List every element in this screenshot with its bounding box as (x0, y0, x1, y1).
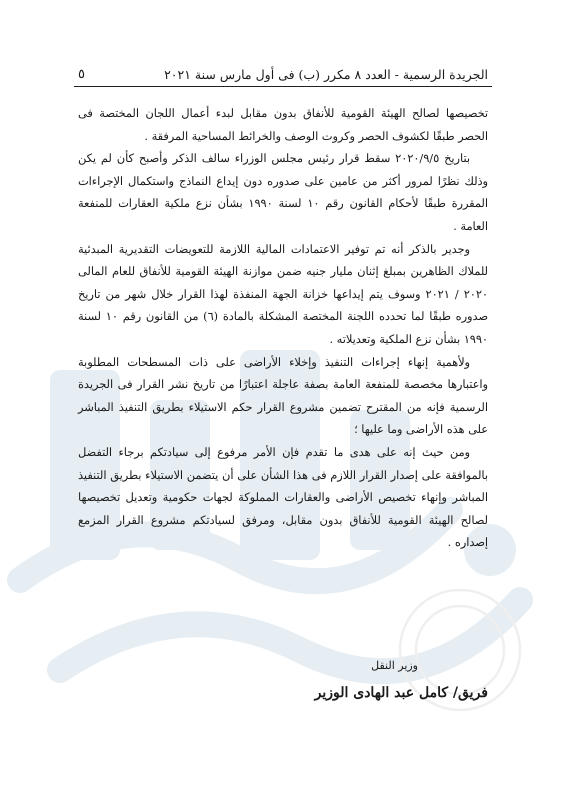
header-title: الجريدة الرسمية - العدد ٨ مكرر (ب) فى أول مارس سنة ٢٠٢١ (164, 66, 488, 82)
paragraph-4: ولأهمية إنهاء إجراءات التنفيذ وإخلاء الأراضى على ذات المسطحات المطلوبة واعتبارها مخصصة للمنفعة العامة بصفة عاجلة اعتبارًا من تاريخ نشر القرار فى الجريدة الرسمية فإنه من المقترح تضمين مشروع القرار حكم الاستيلاء بطريق التنفيذ المباشر على هذه الأراضى وما عليها ؛ (78, 355, 488, 437)
signature-block (260, 656, 488, 706)
page-number: ٥ (78, 66, 85, 82)
page-header (78, 63, 488, 85)
paragraph-5: ومن حيث إنه على هدى ما تقدم فإن الأمر مرفوع إلى سيادتكم برجاء التفضل بالموافقة على إصدار القرار اللازم فى هذا الشأن على أن يتضمن الاستيلاء بطريق التنفيذ المباشر وإنهاء تخصيص الأراضى والعقارات المملوكة لجهات حكومية وتعديل تخصيصها لصالح الهيئة القومية للأنفاق بدون مقابل، ومرفق لسيادتكم مشروع القرار المزمع إصداره . (78, 445, 488, 550)
document-body (78, 103, 488, 555)
paragraph-1: تخصيصها لصالح الهيئة القومية للأنفاق بدون مقابل لبدء أعمال اللجان المختصة فى الحصر طبقًا لكشوف الحصر وكروت الوصف والخرائط المساحية المرفقة . (78, 107, 488, 143)
signatory-title: وزير النقل (371, 659, 418, 672)
paragraph-2: بتاريخ ٢٠٢٠/٩/٥ سقط قرار رئيس مجلس الوزراء سالف الذكر وأصبح كأن لم يكن وذلك نظرًا لمرور أكثر من عامين على صدوره دون إيداع النماذج واستكمال الإجراءات المقررة طبقًا لأحكام القانون رقم ١٠ لسنة ١٩٩٠ بشأن نزع ملكية العقارات للمنفعة العامة . (78, 152, 489, 233)
signatory-name: فريق/ كامل عبد الهادى الوزير (314, 685, 488, 701)
header-divider (74, 86, 492, 87)
paragraph-3: وجدير بالذكر أنه تم توفير الاعتمادات المالية اللازمة للتعويضات التقديرية المبدئية للملاك الظاهرين بمبلغ إثنان مليار جنيه ضمن موازنة الهيئة القومية للأنفاق للعام المالى ٢٠٢٠ / ٢٠٢١ وسوف يتم إيداعها خزانة الجهة المنفذة لهذا القرار خلال شهر من تاريخ صدوره طبقًا لما تحدده اللجنة المختصة المشكلة بالمادة (٦) من القانون رقم ١٠ لسنة ١٩٩٠ بشأن نزع الملكية وتعديلاته . (78, 242, 489, 346)
